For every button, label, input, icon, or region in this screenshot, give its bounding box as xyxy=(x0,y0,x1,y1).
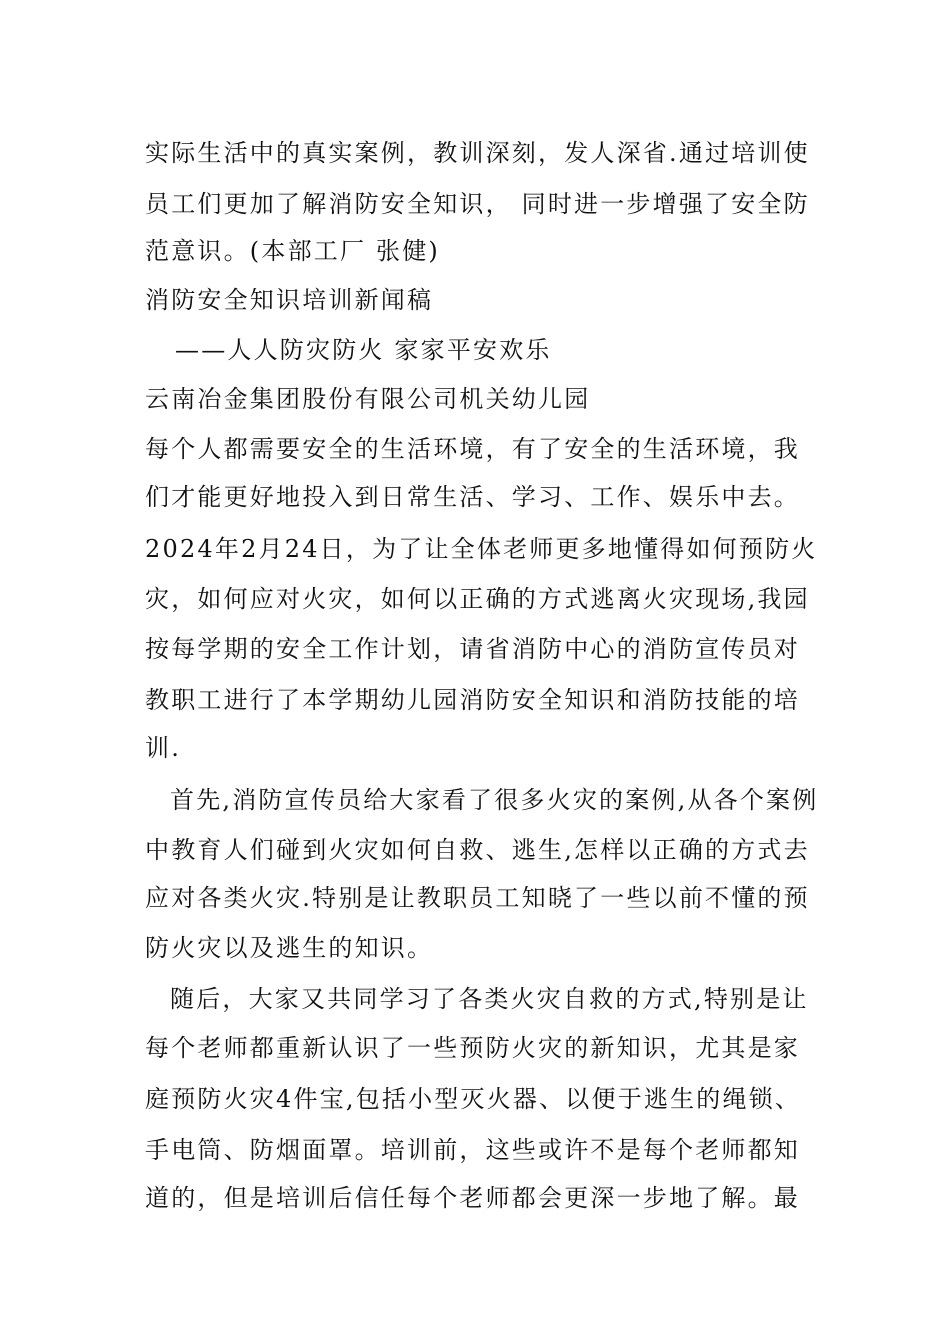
article-subtitle: ——人人防灾防火 家家平安欢乐 xyxy=(175,336,552,364)
paragraph-line: 灾，如何应对火灾，如何以正确的方式逃离火灾现场,我园 xyxy=(145,585,810,613)
paragraph-line: 庭预防火灾4件宝,包括小型灭火器、以便于逃生的绳锁、 xyxy=(145,1085,802,1113)
paragraph-line: 员工们更加了解消防安全知识， 同时进一步增强了安全防 xyxy=(145,190,810,218)
paragraph-line: 每个人都需要安全的生活环境，有了安全的生活环境，我 xyxy=(145,435,800,463)
paragraph-line: 随后，大家又共同学习了各类火灾自救的方式,特别是让 xyxy=(170,985,809,1013)
paragraph-line: 防火灾以及逃生的知识。 xyxy=(145,934,434,962)
organization-name: 云南冶金集团股份有限公司机关幼儿园 xyxy=(145,385,591,413)
paragraph-line: 按每学期的安全工作计划，请省消防中心的消防宣传员对 xyxy=(145,635,800,663)
paragraph-line: 首先,消防宣传员给大家看了很多火灾的案例,从各个案例 xyxy=(170,786,819,814)
paragraph-line: 实际生活中的真实案例，教训深刻，发人深省.通过培训使 xyxy=(145,139,810,167)
paragraph-line: 教职工进行了本学期幼儿园消防安全知识和消防技能的培 xyxy=(145,686,800,714)
paragraph-line: 中教育人们碰到火灾如何自救、逃生,怎样以正确的方式去 xyxy=(145,836,810,864)
paragraph-line: 道的，但是培训后信任每个老师都会更深一步地了解。最 xyxy=(145,1184,800,1212)
paragraph-line: 范意识。(本部工厂 张健) xyxy=(145,237,440,265)
paragraph-line: 应对各类火灾.特别是让教职员工知晓了一些以前不懂的预 xyxy=(145,884,810,912)
paragraph-line: 2024年2月24日，为了让全体老师更多地懂得如何预防火 xyxy=(145,535,818,563)
paragraph-line: 手电筒、防烟面罩。培训前，这些或许不是每个老师都知 xyxy=(145,1136,800,1164)
paragraph-line: 们才能更好地投入到日常生活、学习、工作、娱乐中去。 xyxy=(145,483,800,511)
paragraph-line: 训. xyxy=(145,734,182,762)
article-title: 消防安全知识培训新闻稿 xyxy=(145,286,434,314)
paragraph-line: 每个老师都重新认识了一些预防火灾的新知识，尤其是家 xyxy=(145,1034,800,1062)
